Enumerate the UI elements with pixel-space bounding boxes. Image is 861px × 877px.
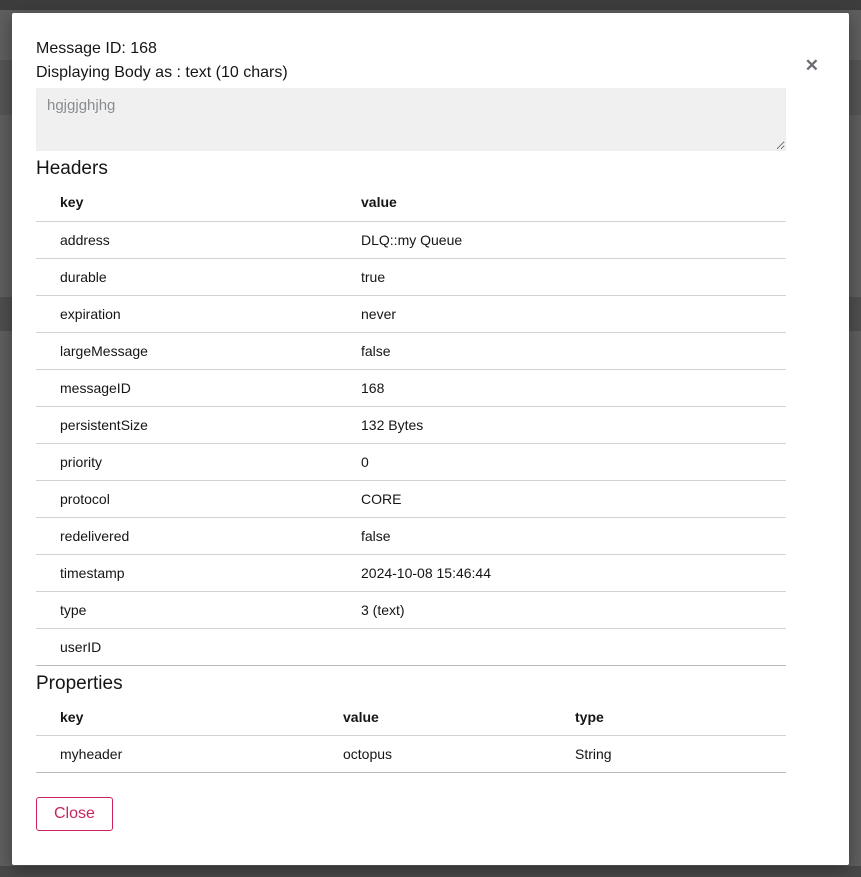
properties-col-value: value bbox=[343, 699, 575, 736]
headers-table bbox=[36, 184, 786, 666]
table-cell-key: timestamp bbox=[36, 554, 361, 591]
background-bottom-band bbox=[0, 866, 861, 877]
table-cell-value: 0 bbox=[361, 443, 786, 480]
modal-body bbox=[12, 13, 849, 831]
message-body-textarea[interactable] bbox=[36, 88, 786, 151]
table-cell-value: false bbox=[361, 332, 786, 369]
table-row bbox=[36, 406, 786, 443]
message-id-title: Message ID: 168 bbox=[36, 40, 157, 57]
table-row bbox=[36, 591, 786, 628]
table-cell-key: persistentSize bbox=[36, 406, 361, 443]
table-cell-type: String bbox=[575, 736, 786, 773]
headers-col-value: value bbox=[361, 184, 786, 221]
table-cell-value: 3 (text) bbox=[361, 591, 786, 628]
table-cell-key: protocol bbox=[36, 480, 361, 517]
table-row bbox=[36, 443, 786, 480]
table-cell-key: redelivered bbox=[36, 517, 361, 554]
table-cell-key: durable bbox=[36, 258, 361, 295]
table-cell-value: 2024-10-08 15:46:44 bbox=[361, 554, 786, 591]
table-cell-key: address bbox=[36, 221, 361, 258]
table-row bbox=[36, 332, 786, 369]
table-cell-value: true bbox=[361, 258, 786, 295]
headers-table-header-row bbox=[36, 184, 786, 221]
table-cell-value: DLQ::my Queue bbox=[361, 221, 786, 258]
properties-col-type: type bbox=[575, 699, 786, 736]
table-cell-key: myheader bbox=[36, 736, 343, 773]
table-row bbox=[36, 517, 786, 554]
properties-section-title: Properties bbox=[36, 672, 123, 694]
headers-section-title: Headers bbox=[36, 158, 108, 179]
table-cell-value bbox=[361, 628, 786, 665]
close-button[interactable]: Close bbox=[36, 797, 113, 831]
table-row bbox=[36, 736, 786, 773]
table-row bbox=[36, 258, 786, 295]
table-cell-value: never bbox=[361, 295, 786, 332]
table-row bbox=[36, 221, 786, 258]
table-cell-key: priority bbox=[36, 443, 361, 480]
properties-table-header-row bbox=[36, 699, 786, 736]
table-row bbox=[36, 554, 786, 591]
headers-col-key: key bbox=[36, 184, 361, 221]
table-cell-key: messageID bbox=[36, 369, 361, 406]
table-row bbox=[36, 295, 786, 332]
table-cell-key: largeMessage bbox=[36, 332, 361, 369]
close-icon[interactable]: ✕ bbox=[804, 56, 819, 75]
table-row bbox=[36, 628, 786, 665]
table-cell-key: expiration bbox=[36, 295, 361, 332]
table-cell-key: userID bbox=[36, 628, 361, 665]
table-cell-key: type bbox=[36, 591, 361, 628]
table-cell-value: false bbox=[361, 517, 786, 554]
table-row bbox=[36, 369, 786, 406]
table-cell-value: 132 Bytes bbox=[361, 406, 786, 443]
body-display-info: Displaying Body as : text (10 chars) bbox=[36, 64, 288, 81]
table-cell-value: CORE bbox=[361, 480, 786, 517]
properties-col-key: key bbox=[36, 699, 343, 736]
message-details-modal bbox=[12, 13, 849, 865]
properties-table bbox=[36, 699, 786, 774]
background-top-bar bbox=[0, 0, 861, 10]
table-cell-value: octopus bbox=[343, 736, 575, 773]
table-row bbox=[36, 480, 786, 517]
table-cell-value: 168 bbox=[361, 369, 786, 406]
